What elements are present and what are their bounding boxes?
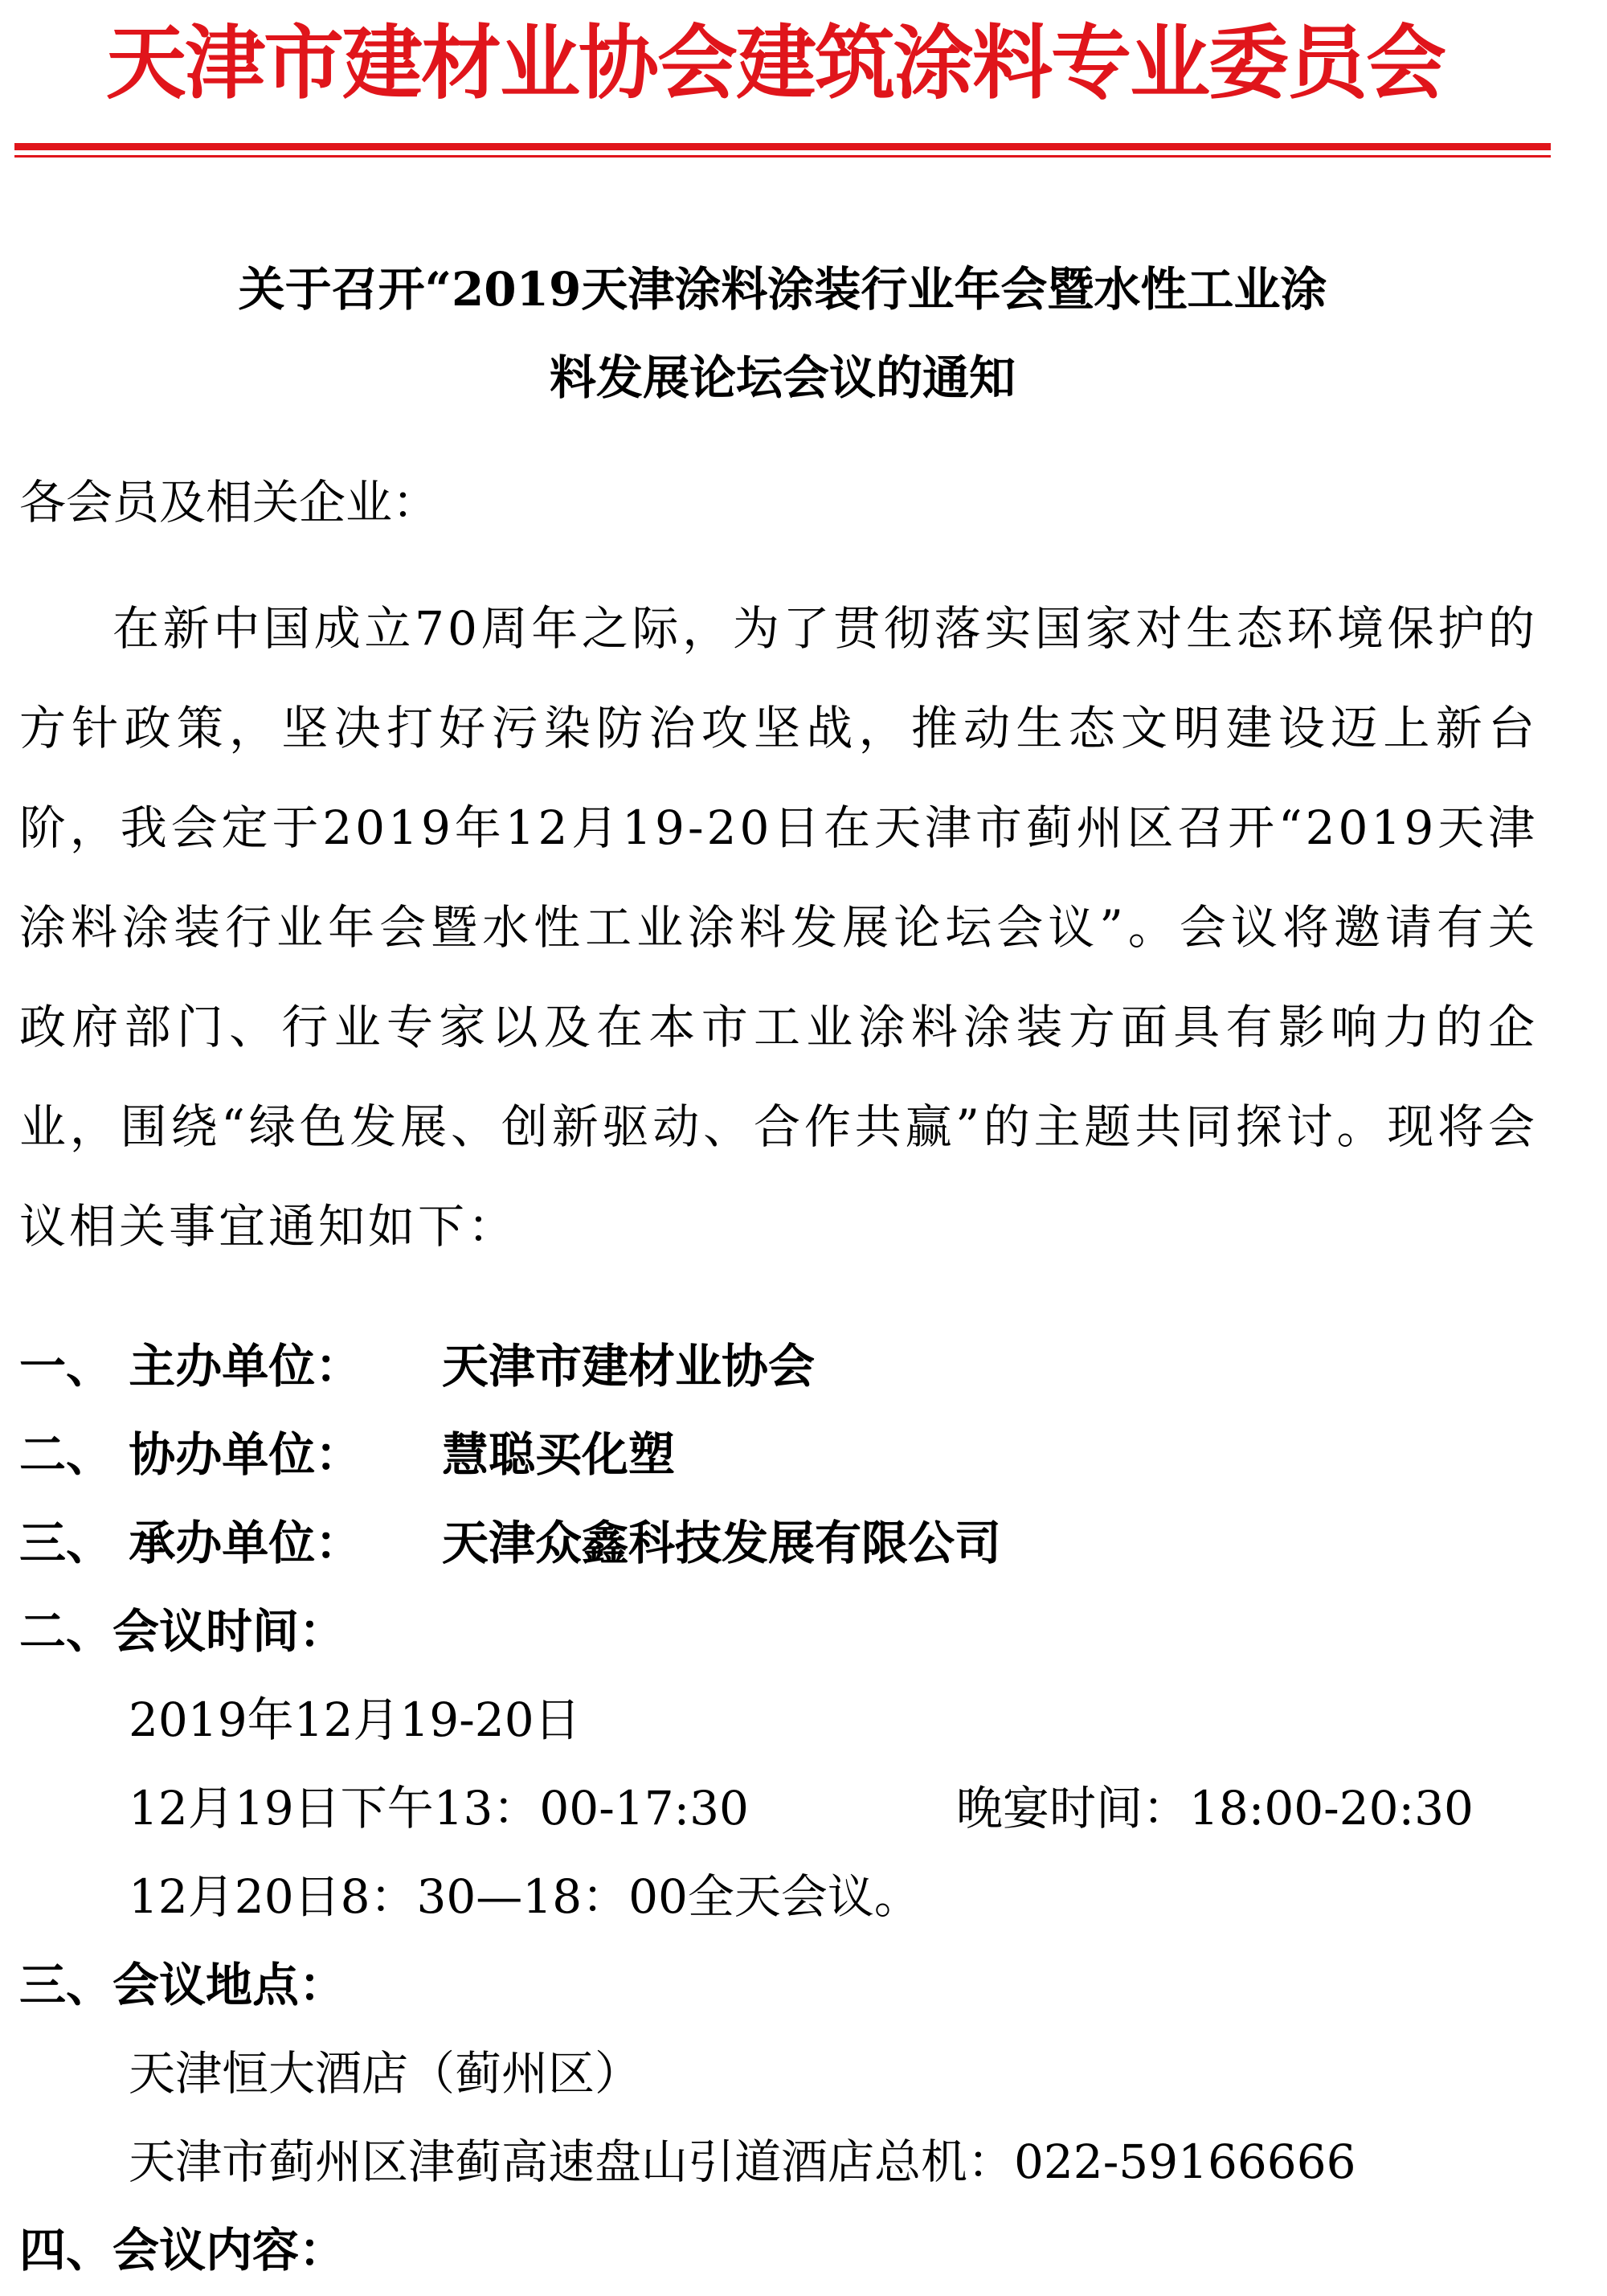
banquet-time: 晚宴时间：18:00-20:30 <box>956 1781 1474 1836</box>
meeting-day2-time: 12月20日8：30—18：00全天会议。 <box>129 1869 921 1924</box>
organizer-host-label: 一、 主办单位： <box>19 1339 362 1394</box>
notice-title-line-2: 料发展论坛会议的通知 <box>549 350 1016 405</box>
meeting-hotel: 天津恒大酒店（蓟州区） <box>129 2046 642 2101</box>
notice-title-line-1: 关于召开“2019天津涂料涂装行业年会暨水性工业涂 <box>238 262 1327 317</box>
body-paragraph: 在新中国成立70周年之际，为了贯彻落实国家对生态环境保护的方针政策，坚决打好污染防治攻坚战，推动生态文明建设迈上新台阶，我会定于2019年12月19-20日在天津市蓟州区召开“2019天津涂料涂装行业年会暨水性工业涂料发展论坛会议”。会议将邀请有关政府部门、行业专家以及在本市工业涂料涂装方面具有影响力的企业，围绕“绿色发展、创新驱动、合作共赢”的主题共同探讨。现将会议相关事宜通知如下： <box>19 601 1538 1254</box>
meeting-time-heading: 二、会议时间： <box>19 1604 346 1659</box>
meeting-address: 天津市蓟州区津蓟高速盘山引道酒店总机：022-59166666 <box>129 2134 1356 2189</box>
organizer-co-label: 二、 协办单位： <box>19 1427 362 1482</box>
meeting-place-heading: 三、会议地点： <box>19 1958 346 2012</box>
salutation: 各会员及相关企业： <box>19 475 440 530</box>
letterhead-rule-thick <box>14 143 1551 150</box>
organizer-undertaker-value: 天津众鑫科技发展有限公司 <box>442 1516 1002 1570</box>
letterhead-rule-thin <box>14 155 1551 158</box>
meeting-day1-time: 12月19日下午13：00-17:30 <box>129 1781 749 1836</box>
meeting-date: 2019年12月19-20日 <box>129 1692 581 1747</box>
organizer-co-value: 慧聪买化塑 <box>442 1427 676 1482</box>
organizer-host-value: 天津市建材业协会 <box>442 1339 816 1394</box>
letterhead-title: 天津市建材业协会建筑涂料专业委员会 <box>106 15 1445 110</box>
organizer-undertaker-label: 三、 承办单位： <box>19 1516 362 1570</box>
meeting-content-heading: 四、会议内容： <box>19 2223 346 2278</box>
